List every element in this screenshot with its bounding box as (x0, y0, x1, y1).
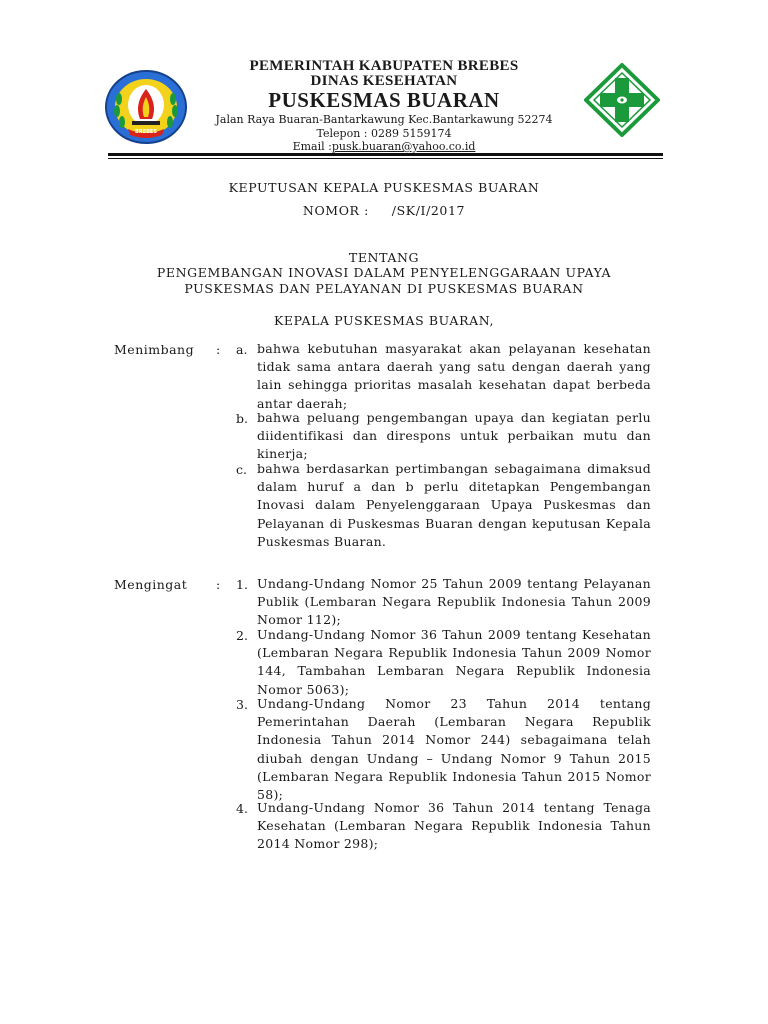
decree-title: KEPUTUSAN KEPALA PUSKESMAS BUARAN (228, 180, 540, 195)
mengingat-item-1: Undang-Undang Nomor 25 Tahun 2009 tentang Pelayanan Publik (Lembaran Negara Republik Indonesia Tahun 2009 Nomor 112); (257, 576, 651, 628)
email-link[interactable]: pusk.buaran@yahoo.co.id (331, 140, 476, 153)
mengingat-marker-4: 4. (236, 801, 248, 816)
subject-line-2: PUSKESMAS DAN PELAYANAN DI PUSKESMAS BUARAN (184, 281, 584, 296)
mengingat-item-2: Undang-Undang Nomor 36 Tahun 2009 tentang Kesehatan (Lembaran Negara Republik Indonesia Tahun 2009 Nomor 144, Tambahan Lembaran Negara Republik Indonesia Nomor 5063); (257, 627, 651, 697)
header-divider-thin (108, 158, 663, 159)
official-title: KEPALA PUSKESMAS BUARAN, (273, 313, 495, 328)
puskesmas-logo (584, 63, 660, 137)
menimbang-label: Menimbang (114, 342, 195, 357)
tentang-heading: TENTANG (348, 250, 420, 265)
menimbang-item-b: bahwa peluang pengembangan upaya dan kegiatan perlu diidentifikasi dan direspons untuk perbaikan mutu dan kinerja; (257, 410, 651, 462)
decree-number: NOMOR : /SK/I/2017 (302, 203, 466, 218)
agency-name: DINAS KESEHATAN (310, 73, 458, 89)
puskesmas-name: PUSKESMAS BUARAN (268, 88, 500, 112)
email-line (0, 140, 768, 153)
mengingat-marker-1: 1. (236, 577, 248, 592)
subject-line-1: PENGEMBANGAN INOVASI DALAM PENYELENGGARAAN UPAYA (156, 265, 612, 280)
mengingat-marker-2: 2. (236, 628, 248, 643)
email-label: Email : (292, 140, 332, 153)
mengingat-marker-3: 3. (236, 697, 248, 712)
mengingat-label: Mengingat (114, 577, 188, 592)
header-divider-thick (108, 153, 663, 156)
menimbang-colon: : (216, 342, 221, 357)
address-line: Jalan Raya Buaran-Bantarkawung Kec.Bantarkawung 52274 (215, 113, 553, 126)
menimbang-marker-b: b. (236, 411, 248, 426)
logo-text: BREBES (135, 129, 157, 135)
govt-name: PEMERINTAH KABUPATEN BREBES (249, 58, 519, 74)
menimbang-marker-a: a. (236, 342, 248, 357)
menimbang-item-c: bahwa berdasarkan pertimbangan sebagaimana dimaksud dalam huruf a dan b perlu ditetapkan Pengembangan Inovasi dalam Penyelenggaraan Upaya Puskesmas dan Pelayanan di Puskesmas Buaran dengan keputusan Kepala Puskesmas Buaran. (257, 461, 651, 549)
menimbang-item-a: bahwa kebutuhan masyarakat akan pelayanan kesehatan tidak sama antara daerah yang satu dengan daerah yang lain sehingga prioritas masalah kesehatan dapat berbeda antar daerah; (257, 341, 651, 411)
mengingat-colon: : (216, 577, 221, 592)
mengingat-item-4: Undang-Undang Nomor 36 Tahun 2014 tentang Tenaga Kesehatan (Lembaran Negara Republik Indonesia Tahun 2014 Nomor 298); (257, 800, 651, 852)
mengingat-item-3: Undang-Undang Nomor 23 Tahun 2014 tentang Pemerintahan Daerah (Lembaran Negara Republik Indonesia Tahun 2014 Nomor 244) sebagaimana telah diubah dengan Undang – Undang Nomor 9 Tahun 2015 (Lembaran Negara Republik Indonesia Tahun 2015 Nomor 58); (257, 696, 651, 803)
menimbang-marker-c: c. (236, 462, 247, 477)
phone-line: Telepon : 0289 5159174 (316, 127, 452, 140)
